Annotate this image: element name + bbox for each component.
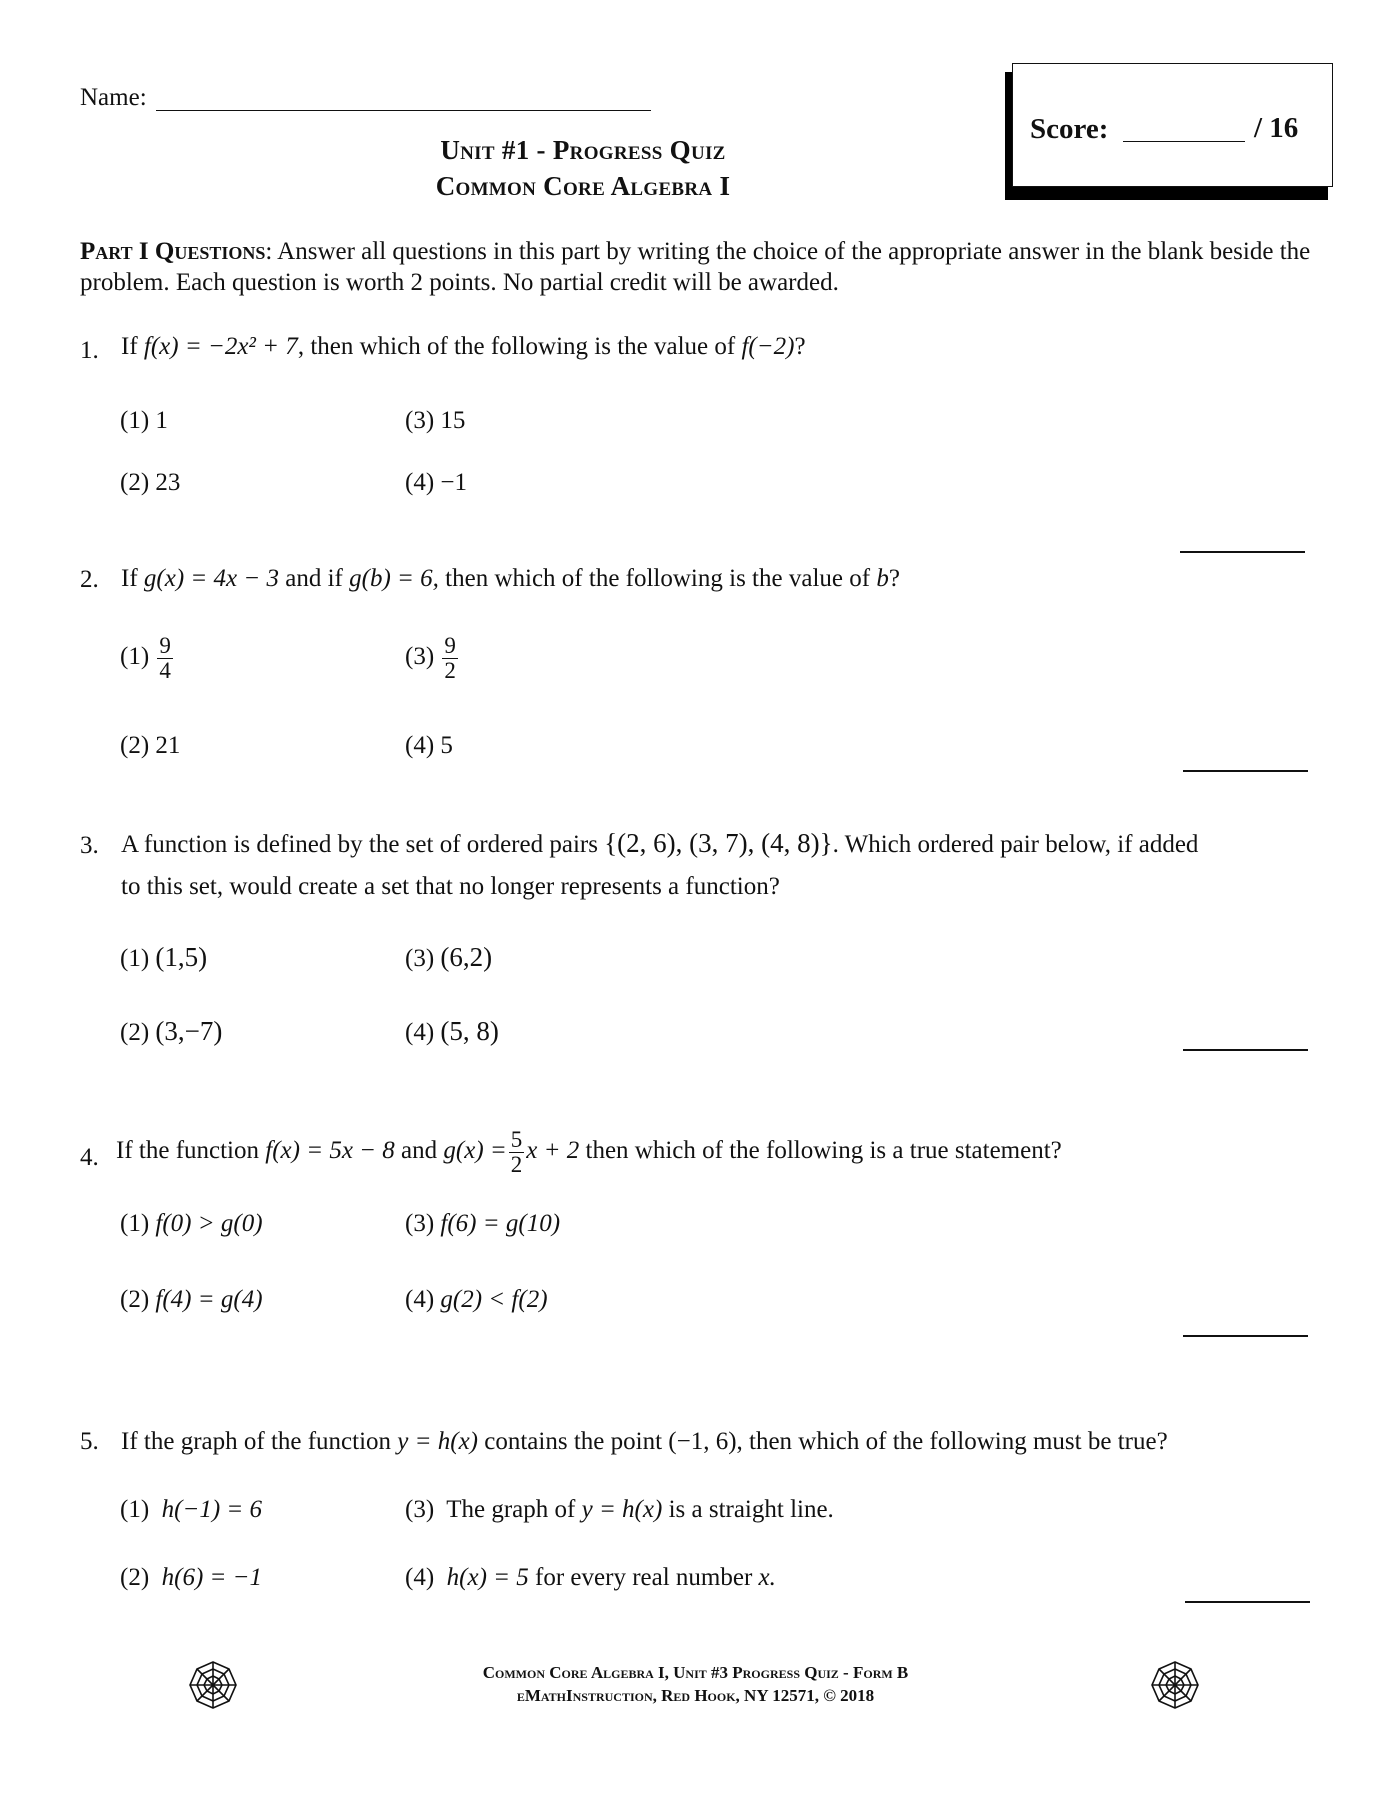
answer-blank[interactable] — [1183, 1335, 1308, 1337]
spiderweb-logo-icon — [1150, 1660, 1200, 1710]
answer-option — [405, 1286, 548, 1314]
option-label: (3) — [405, 643, 435, 671]
fraction-denominator: 4 — [159, 658, 171, 683]
question-text — [121, 828, 1198, 859]
question-number: 5. — [80, 1428, 99, 1455]
math-expression: f(0) > g(0) — [155, 1210, 263, 1237]
question-text-part: ? — [888, 565, 900, 592]
answer-option — [405, 1016, 499, 1047]
answer-blank[interactable] — [1180, 551, 1305, 553]
answer-option — [405, 942, 492, 973]
question-text — [121, 565, 900, 593]
score-total: / 16 — [1254, 112, 1299, 144]
math-variable: x. — [758, 1564, 776, 1591]
answer-option — [120, 1016, 222, 1047]
ordered-pair: (6,2) — [440, 942, 493, 972]
ordered-pair-set: {(2, 6), (3, 7), (4, 8)} — [604, 828, 833, 858]
answer-option: (2) 21 — [120, 732, 181, 759]
question-text-part: If — [121, 565, 138, 592]
answer-option — [120, 634, 175, 683]
math-expression: x + 2 — [526, 1137, 580, 1165]
question-text-part: then which of the following is a true statement? — [585, 1137, 1062, 1165]
option-label: (2) — [120, 1019, 150, 1046]
answer-blank[interactable] — [1183, 770, 1308, 772]
math-expression: g(2) < f(2) — [440, 1286, 548, 1313]
math-expression: g(x) = 4x − 3 — [143, 565, 279, 592]
answer-blank[interactable] — [1183, 1049, 1308, 1051]
ordered-pair: (3,−7) — [155, 1016, 223, 1046]
question-text-part: and if — [285, 565, 343, 592]
math-point: (−1, 6) — [668, 1428, 737, 1455]
question-text — [116, 1128, 1062, 1177]
answer-option: (1) 1 — [120, 407, 168, 434]
question-number: 2. — [80, 566, 99, 593]
score-blank[interactable] — [1123, 141, 1245, 142]
fraction — [509, 1128, 525, 1177]
title-line-2: Common Core Algebra I — [435, 171, 731, 201]
answer-option: (2) 23 — [120, 469, 181, 496]
question-text-part: and — [401, 1137, 438, 1165]
ordered-pair: (1,5) — [155, 942, 208, 972]
question-text-part: If the function — [116, 1137, 260, 1165]
answer-option: (3) 15 — [405, 407, 466, 434]
question-text — [121, 1428, 1168, 1456]
question-text-part: ? — [794, 333, 806, 360]
question-text-part: A function is defined by the set of ordered pairs — [121, 831, 598, 858]
fraction — [157, 634, 173, 683]
fraction-numerator: 9 — [444, 633, 456, 658]
math-expression: y = h(x) — [397, 1428, 479, 1455]
option-label: (1) — [120, 1210, 150, 1237]
title-line-1: Unit #1 - Progress Quiz — [440, 135, 726, 165]
answer-option — [120, 1210, 263, 1238]
question-text — [121, 333, 806, 361]
question-text-part: , then which of the following must be true? — [736, 1428, 1168, 1455]
option-text: for every real number — [535, 1564, 753, 1591]
option-label: (4) — [405, 1286, 435, 1313]
name-field-line[interactable] — [156, 110, 651, 111]
question-text-part: If — [121, 333, 138, 360]
option-text: is a straight line. — [668, 1496, 834, 1523]
option-label: (3) — [405, 945, 435, 972]
option-label: (4) — [405, 1019, 435, 1046]
instructions-text: : Answer all questions in this part by writing the choice of the appropriate answer in the blank beside the problem. Each question is worth 2 points. No partial credit will be awarded. — [80, 238, 1311, 296]
math-expression: f(4) = g(4) — [155, 1286, 263, 1313]
math-expression: y = h(x) — [581, 1496, 663, 1523]
math-expression: h(−1) = 6 — [161, 1496, 263, 1523]
fraction-numerator: 9 — [159, 633, 171, 658]
option-label: (1) — [120, 1496, 150, 1523]
answer-option — [405, 1564, 776, 1592]
fraction-denominator: 2 — [510, 1152, 523, 1177]
answer-option — [120, 1286, 263, 1314]
question-text-line-2: to this set, would create a set that no longer represents a function? — [121, 873, 780, 900]
question-number: 3. — [80, 832, 99, 859]
question-number: 1. — [80, 337, 99, 364]
math-expression: g(x) = — [443, 1137, 507, 1165]
option-text: The graph of — [446, 1496, 576, 1523]
math-expression: g(b) = 6, — [349, 565, 439, 592]
answer-option — [120, 1564, 262, 1592]
answer-option — [120, 942, 207, 973]
fraction-denominator: 2 — [444, 658, 456, 683]
option-label: (4) — [405, 1564, 435, 1591]
question-text-part: , then which of the following is the value of — [297, 333, 736, 360]
math-expression: f(x) = −2x² + 7 — [143, 333, 298, 360]
ordered-pair: (5, 8) — [440, 1016, 499, 1046]
option-label: (3) — [405, 1496, 435, 1523]
math-expression: f(6) = g(10) — [440, 1210, 561, 1237]
answer-option: (4) 5 — [405, 732, 453, 759]
name-label: Name: — [80, 84, 147, 111]
option-label: (1) — [120, 643, 150, 671]
question-text-part: contains the point — [484, 1428, 663, 1455]
footer-line-1: Common Core Algebra I, Unit #3 Progress Quiz - Form B — [482, 1663, 909, 1682]
answer-blank[interactable] — [1185, 1601, 1310, 1603]
question-text-part: If the graph of the function — [121, 1428, 392, 1455]
answer-option: (4) −1 — [405, 469, 467, 496]
math-expression: h(6) = −1 — [161, 1564, 263, 1591]
math-expression: f(−2) — [741, 333, 795, 360]
instructions-heading: Part I Questions — [80, 238, 266, 265]
math-expression: f(x) = 5x − 8 — [265, 1137, 395, 1165]
option-label: (2) — [120, 1286, 150, 1313]
fraction — [442, 634, 458, 683]
math-variable: b — [876, 565, 889, 592]
score-label: Score: — [1030, 113, 1109, 145]
answer-option — [405, 634, 460, 683]
fraction-numerator: 5 — [510, 1127, 523, 1152]
math-expression: h(x) = 5 — [446, 1564, 529, 1591]
footer-line-2: eMathInstruction, Red Hook, NY 12571, © 2018 — [516, 1686, 875, 1705]
answer-option — [405, 1496, 834, 1524]
option-label: (2) — [120, 1564, 150, 1591]
option-label: (1) — [120, 945, 150, 972]
question-number: 4. — [80, 1144, 99, 1171]
instructions — [80, 236, 1330, 298]
question-text-part: then which of the following is the value of — [445, 565, 871, 592]
question-text-part: . Which ordered pair below, if added — [832, 831, 1199, 858]
answer-option — [120, 1496, 262, 1524]
answer-option — [405, 1210, 560, 1238]
option-label: (3) — [405, 1210, 435, 1237]
